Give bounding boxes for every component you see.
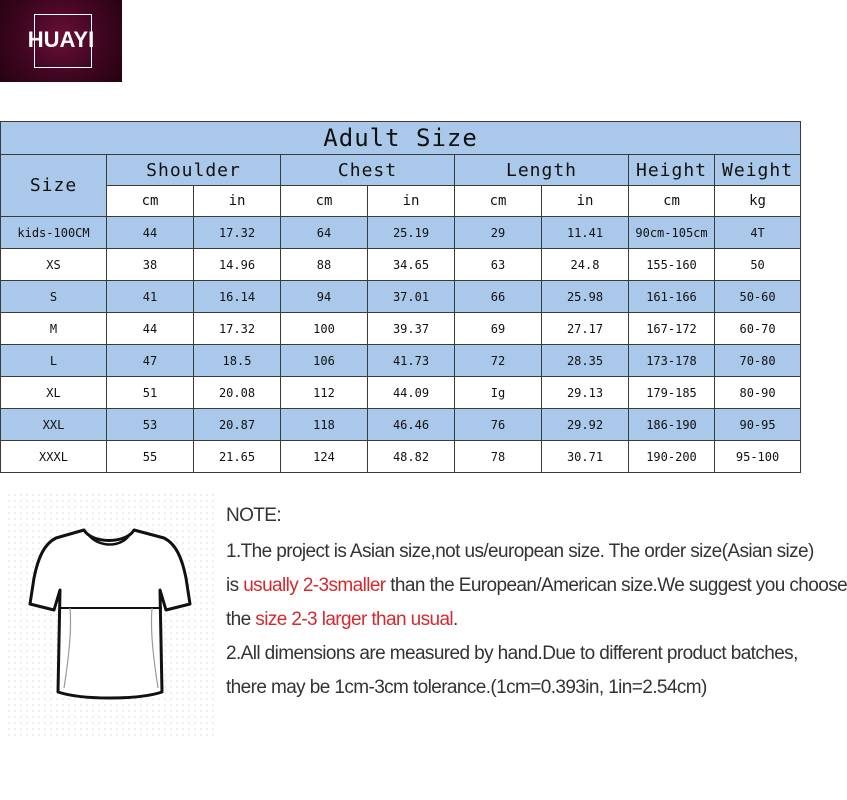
table-row — [1, 249, 801, 281]
table-cell: 50-60 — [715, 281, 801, 313]
note-text: is — [226, 575, 244, 596]
table-cell: 69 — [455, 313, 542, 345]
table-cell: 38 — [107, 249, 194, 281]
table-cell: 118 — [281, 409, 368, 441]
table-cell: 124 — [281, 441, 368, 473]
size-cell: M — [1, 313, 107, 345]
table-cell: 44 — [107, 217, 194, 249]
table-cell: 41.73 — [368, 345, 455, 377]
table-cell: 55 — [107, 441, 194, 473]
table-cell: 29 — [455, 217, 542, 249]
table-cell: 106 — [281, 345, 368, 377]
size-cell: XXL — [1, 409, 107, 441]
unit-header: kg — [715, 186, 801, 217]
table-cell: 60-70 — [715, 313, 801, 345]
table-cell: 11.41 — [542, 217, 629, 249]
table-cell: 47 — [107, 345, 194, 377]
size-chart-table — [0, 121, 801, 473]
table-row — [1, 313, 801, 345]
note-highlight: usually 2-3smaller — [243, 575, 386, 596]
size-cell: XL — [1, 377, 107, 409]
note-highlight: size 2-3 larger than usual — [255, 609, 454, 630]
table-cell: 20.87 — [194, 409, 281, 441]
size-table-body — [1, 217, 801, 473]
note-line-1: 1.The project is Asian size,not us/european size. The order size(Asian size) — [226, 541, 814, 562]
table-cell: 155-160 — [629, 249, 715, 281]
unit-header: in — [542, 186, 629, 217]
table-cell: 37.01 — [368, 281, 455, 313]
table-cell: 41 — [107, 281, 194, 313]
note-text: . — [453, 609, 458, 630]
table-cell: 112 — [281, 377, 368, 409]
weight-header: Weight — [715, 155, 801, 186]
table-cell: 30.71 — [542, 441, 629, 473]
table-row — [1, 377, 801, 409]
table-cell: 20.08 — [194, 377, 281, 409]
note-text: than the European/American size.We suggest you choose — [385, 575, 847, 596]
table-cell: 48.82 — [368, 441, 455, 473]
table-cell: 50 — [715, 249, 801, 281]
unit-header: cm — [629, 186, 715, 217]
table-cell: 14.96 — [194, 249, 281, 281]
note-line-3 — [226, 609, 458, 631]
table-cell: 29.92 — [542, 409, 629, 441]
table-cell: 44 — [107, 313, 194, 345]
table-cell: 25.98 — [542, 281, 629, 313]
note-line-4: 2.All dimensions are measured by hand.Due to different product batches, — [226, 643, 798, 664]
table-cell: 70-80 — [715, 345, 801, 377]
table-title: Adult Size — [1, 122, 801, 155]
table-cell: 186-190 — [629, 409, 715, 441]
unit-header: cm — [107, 186, 194, 217]
table-cell: 34.65 — [368, 249, 455, 281]
table-cell: 53 — [107, 409, 194, 441]
shoulder-header: Shoulder — [107, 155, 281, 186]
table-cell: 90-95 — [715, 409, 801, 441]
table-cell: 28.35 — [542, 345, 629, 377]
length-header: Length — [455, 155, 629, 186]
table-cell: 44.09 — [368, 377, 455, 409]
table-cell: 27.17 — [542, 313, 629, 345]
table-cell: 173-178 — [629, 345, 715, 377]
table-cell: 25.19 — [368, 217, 455, 249]
table-cell: 100 — [281, 313, 368, 345]
note-text: the — [226, 609, 256, 630]
note-heading: NOTE: — [226, 505, 282, 526]
table-row — [1, 281, 801, 313]
table-cell: 167-172 — [629, 313, 715, 345]
unit-header: cm — [455, 186, 542, 217]
table-cell: 179-185 — [629, 377, 715, 409]
size-cell: L — [1, 345, 107, 377]
table-cell: Ig — [455, 377, 542, 409]
table-cell: 76 — [455, 409, 542, 441]
table-cell: 24.8 — [542, 249, 629, 281]
table-cell: 95-100 — [715, 441, 801, 473]
size-cell: XS — [1, 249, 107, 281]
height-header: Height — [629, 155, 715, 186]
table-row — [1, 409, 801, 441]
table-cell: 16.14 — [194, 281, 281, 313]
logo-text: HUAYI — [27, 27, 95, 52]
note-line-5: there may be 1cm-3cm tolerance.(1cm=0.393in, 1in=2.54cm) — [226, 677, 707, 698]
size-column-header: Size — [1, 155, 107, 217]
unit-header: in — [368, 186, 455, 217]
table-cell: 21.65 — [194, 441, 281, 473]
table-cell: 63 — [455, 249, 542, 281]
table-cell: 78 — [455, 441, 542, 473]
table-cell: 51 — [107, 377, 194, 409]
table-cell: 17.32 — [194, 217, 281, 249]
table-cell: 18.5 — [194, 345, 281, 377]
brand-logo — [0, 0, 122, 82]
table-cell: 190-200 — [629, 441, 715, 473]
table-cell: 161-166 — [629, 281, 715, 313]
table-cell: 4T — [715, 217, 801, 249]
table-cell: 66 — [455, 281, 542, 313]
table-cell: 94 — [281, 281, 368, 313]
table-cell: 90cm-105cm — [629, 217, 715, 249]
table-row — [1, 345, 801, 377]
size-cell: kids-100CM — [1, 217, 107, 249]
size-cell: S — [1, 281, 107, 313]
table-cell: 72 — [455, 345, 542, 377]
table-row — [1, 441, 801, 473]
note-line-2 — [226, 575, 847, 597]
table-cell: 64 — [281, 217, 368, 249]
table-cell: 80-90 — [715, 377, 801, 409]
table-cell: 88 — [281, 249, 368, 281]
unit-header: in — [194, 186, 281, 217]
table-cell: 39.37 — [368, 313, 455, 345]
table-row — [1, 217, 801, 249]
chest-header: Chest — [281, 155, 455, 186]
table-cell: 17.32 — [194, 313, 281, 345]
tshirt-icon — [6, 492, 218, 737]
table-cell: 29.13 — [542, 377, 629, 409]
unit-header: cm — [281, 186, 368, 217]
table-cell: 46.46 — [368, 409, 455, 441]
size-cell: XXXL — [1, 441, 107, 473]
